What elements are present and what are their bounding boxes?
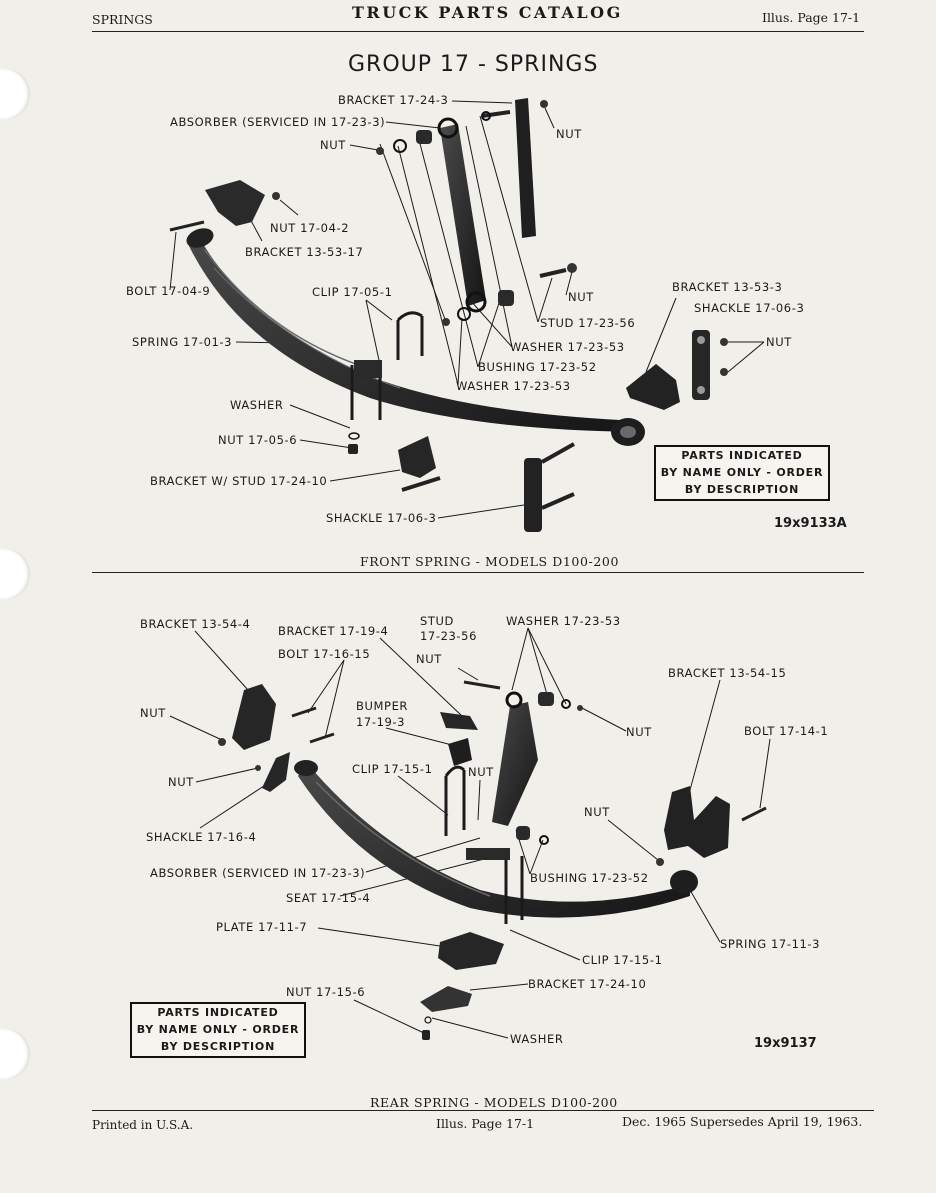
label-clip-17-05-1: CLIP 17-05-1 (312, 285, 393, 299)
label-nut-left-bottom: NUT (168, 775, 194, 789)
label-bracket-17-19-4: BRACKET 17-19-4 (278, 624, 389, 638)
label-shackle-17-06-3-right: SHACKLE 17-06-3 (694, 301, 805, 315)
label-stud-number: 17-23-56 (420, 629, 477, 643)
rear-figure-number: 19x9137 (754, 1036, 817, 1051)
rear-notice-line-2: BY NAME ONLY - ORDER (136, 1023, 300, 1036)
label-nut-17-04-2: NUT 17-04-2 (270, 221, 350, 235)
label-nut-top-left: NUT (320, 138, 346, 152)
label-bracket-13-54-15: BRACKET 13-54-15 (668, 666, 787, 680)
label-nut-stud: NUT (416, 652, 442, 666)
footer-date: Dec. 1965 Supersedes April 19, 1963. (622, 1114, 863, 1129)
label-bracket-13-53-3: BRACKET 13-53-3 (672, 280, 783, 294)
label-nut-mid: NUT (568, 290, 594, 304)
section-divider (92, 572, 864, 573)
label-bracket-17-24-10: BRACKET 17-24-10 (528, 977, 647, 991)
notice-line-1: PARTS INDICATED (681, 449, 803, 462)
notice-line-3: BY DESCRIPTION (684, 483, 800, 496)
label-spring-17-01-3: SPRING 17-01-3 (132, 335, 233, 349)
footer-illus-page: Illus. Page 17-1 (436, 1116, 535, 1131)
front-figure-number: 19x9133A (774, 516, 847, 531)
label-bumper-number: 17-19-3 (356, 715, 406, 729)
label-bracket-13-54-4: BRACKET 13-54-4 (140, 617, 251, 631)
header-illus-page: Illus. Page 17-1 (762, 10, 861, 25)
rear-notice-line-3: BY DESCRIPTION (160, 1040, 276, 1053)
label-bolt-17-16-15: BOLT 17-16-15 (278, 647, 371, 661)
label-bolt-17-04-9: BOLT 17-04-9 (126, 284, 211, 298)
label-nut-right-mid: NUT (626, 725, 652, 739)
label-washer: WASHER (230, 398, 284, 412)
label-nut-clip: NUT (468, 765, 494, 779)
label-rear-absorber: ABSORBER (SERVICED IN 17-23-3) (150, 866, 366, 880)
notice-line-2: BY NAME ONLY - ORDER (660, 466, 824, 479)
label-nut-left-top: NUT (140, 706, 166, 720)
printed-in: Printed in U.S.A. (92, 1118, 194, 1132)
label-bushing-17-23-52: BUSHING 17-23-52 (530, 871, 649, 885)
footer-rule (92, 1110, 874, 1111)
front-notice-box (654, 445, 830, 501)
label-bumper: BUMPER (356, 699, 409, 713)
label-nut-right-low: NUT (584, 805, 610, 819)
label-spring-17-11-3: SPRING 17-11-3 (720, 937, 821, 951)
front-caption: FRONT SPRING - MODELS D100-200 (360, 554, 619, 569)
label-nut-17-15-6: NUT 17-15-6 (286, 985, 366, 999)
group-title: GROUP 17 - SPRINGS (348, 52, 599, 77)
label-washer-17-23-53: WASHER 17-23-53 (506, 614, 621, 628)
label-stud-17-23-56: STUD 17-23-56 (540, 316, 636, 330)
label-bracket-13-53-17: BRACKET 13-53-17 (245, 245, 364, 259)
label-bracket-w-stud: BRACKET W/ STUD 17-24-10 (150, 474, 328, 488)
label-stud: STUD (420, 614, 454, 628)
label-clip-17-15-1: CLIP 17-15-1 (352, 762, 433, 776)
label-rear-washer: WASHER (510, 1032, 564, 1046)
rear-caption: REAR SPRING - MODELS D100-200 (370, 1095, 618, 1110)
catalog-title: TRUCK PARTS CATALOG (352, 3, 623, 22)
label-bushing-17-23-52: BUSHING 17-23-52 (478, 360, 597, 374)
label-clip-17-15-1-bottom: CLIP 17-15-1 (582, 953, 663, 967)
label-washer-17-23-53-b: WASHER 17-23-53 (456, 379, 571, 393)
label-bolt-17-14-1: BOLT 17-14-1 (744, 724, 829, 738)
label-absorber: ABSORBER (SERVICED IN 17-23-3) (170, 115, 386, 129)
rear-notice-box (130, 1002, 306, 1058)
label-washer-17-23-53-a: WASHER 17-23-53 (510, 340, 625, 354)
label-nut-17-05-6: NUT 17-05-6 (218, 433, 298, 447)
label-bracket-17-24-3: BRACKET 17-24-3 (338, 93, 449, 107)
label-nut-right: NUT (766, 335, 792, 349)
label-plate-17-11-7: PLATE 17-11-7 (216, 920, 308, 934)
rear-notice-line-1: PARTS INDICATED (157, 1006, 279, 1019)
label-shackle-17-06-3-bottom: SHACKLE 17-06-3 (326, 511, 437, 525)
label-shackle-17-16-4: SHACKLE 17-16-4 (146, 830, 257, 844)
label-seat-17-15-4: SEAT 17-15-4 (286, 891, 371, 905)
label-nut-top-right: NUT (556, 127, 582, 141)
section-name: SPRINGS (92, 12, 153, 27)
